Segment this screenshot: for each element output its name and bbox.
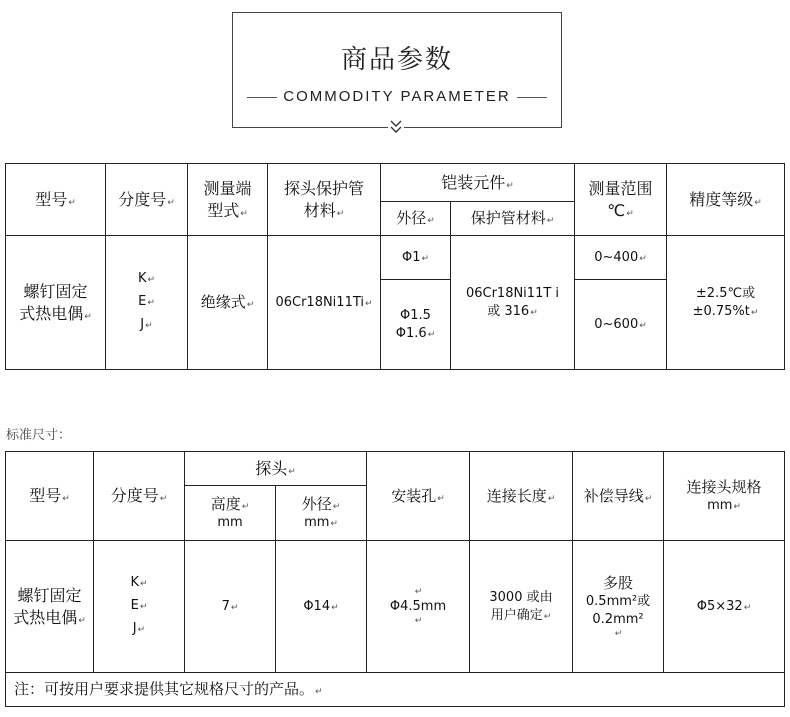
header-compensation-wire: 补偿导线↵ bbox=[573, 452, 664, 541]
header-armored: 铠装元件↵ bbox=[381, 164, 575, 202]
header-height: 高度↵ mm bbox=[185, 486, 276, 541]
cell-height: 7↵ bbox=[185, 541, 276, 673]
header-outer-diameter: 外径↵ bbox=[381, 202, 451, 236]
header-connection-length: 连接长度↵ bbox=[470, 452, 573, 541]
cell-connection-length: 3000 或由 用户确定↵ bbox=[470, 541, 573, 673]
page-subtitle bbox=[233, 88, 561, 114]
page-subtitle-text: COMMODITY PARAMETER bbox=[277, 88, 516, 105]
cell-graduation: K↵ E↵ J↵ bbox=[94, 541, 185, 673]
header-graduation: 分度号↵ bbox=[106, 164, 188, 236]
header-model: 型号↵ bbox=[6, 164, 106, 236]
header-graduation: 分度号↵ bbox=[94, 452, 185, 541]
header-outer-diameter: 外径↵ mm↵ bbox=[276, 486, 367, 541]
cell-model: 螺钉固定 式热电偶↵ bbox=[6, 236, 106, 370]
dimension-table bbox=[5, 451, 785, 707]
cell-diameter-1: Φ1↵ bbox=[381, 236, 451, 280]
cell-sheath-material: 06Cr18Ni11T i 或 316↵ bbox=[451, 236, 575, 370]
header-probe: 探头↵ bbox=[185, 452, 367, 486]
note-row: 注：可按用户要求提供其它规格尺寸的产品。↵ bbox=[6, 673, 785, 707]
header-probe-material: 探头保护管 材料↵ bbox=[268, 164, 381, 236]
header-range: 测量范围 ℃↵ bbox=[575, 164, 667, 236]
parameter-table bbox=[5, 163, 785, 370]
cell-mount-hole: ↵ Φ4.5mm ↵ bbox=[367, 541, 470, 673]
header-measuring-end: 测量端 型式↵ bbox=[188, 164, 268, 236]
header-accuracy: 精度等级↵ bbox=[667, 164, 785, 236]
cell-connector-spec: Φ5×32↵ bbox=[664, 541, 785, 673]
header-sheath-material: 保护管材料↵ bbox=[451, 202, 575, 236]
cell-diameter-2: Φ1.5 Φ1.6↵ bbox=[381, 280, 451, 370]
page-title: 商品参数 bbox=[340, 45, 453, 75]
header-frame bbox=[232, 12, 562, 128]
cell-graduation: K↵ E↵ J↵ bbox=[106, 236, 188, 370]
standard-size-label: 标准尺寸： bbox=[6, 428, 72, 443]
cell-range-a: 0~400↵ bbox=[575, 236, 667, 280]
cell-probe-material: 06Cr18Ni11Ti↵ bbox=[268, 236, 381, 370]
cell-measuring-end: 绝缘式↵ bbox=[188, 236, 268, 370]
double-chevron-down-icon bbox=[388, 118, 404, 136]
header-model: 型号↵ bbox=[6, 452, 94, 541]
cell-accuracy: ±2.5℃或 ±0.75%t↵ bbox=[667, 236, 785, 370]
cell-compensation-wire: 多股 0.5mm²或 0.2mm² ↵ bbox=[573, 541, 664, 673]
cell-outer-diameter: Φ14↵ bbox=[276, 541, 367, 673]
header-mount-hole: 安装孔↵ bbox=[367, 452, 470, 541]
header-connector-spec: 连接头规格 mm↵ bbox=[664, 452, 785, 541]
cell-model: 螺钉固定 式热电偶↵ bbox=[6, 541, 94, 673]
cell-range-b: 0~600↵ bbox=[575, 280, 667, 370]
